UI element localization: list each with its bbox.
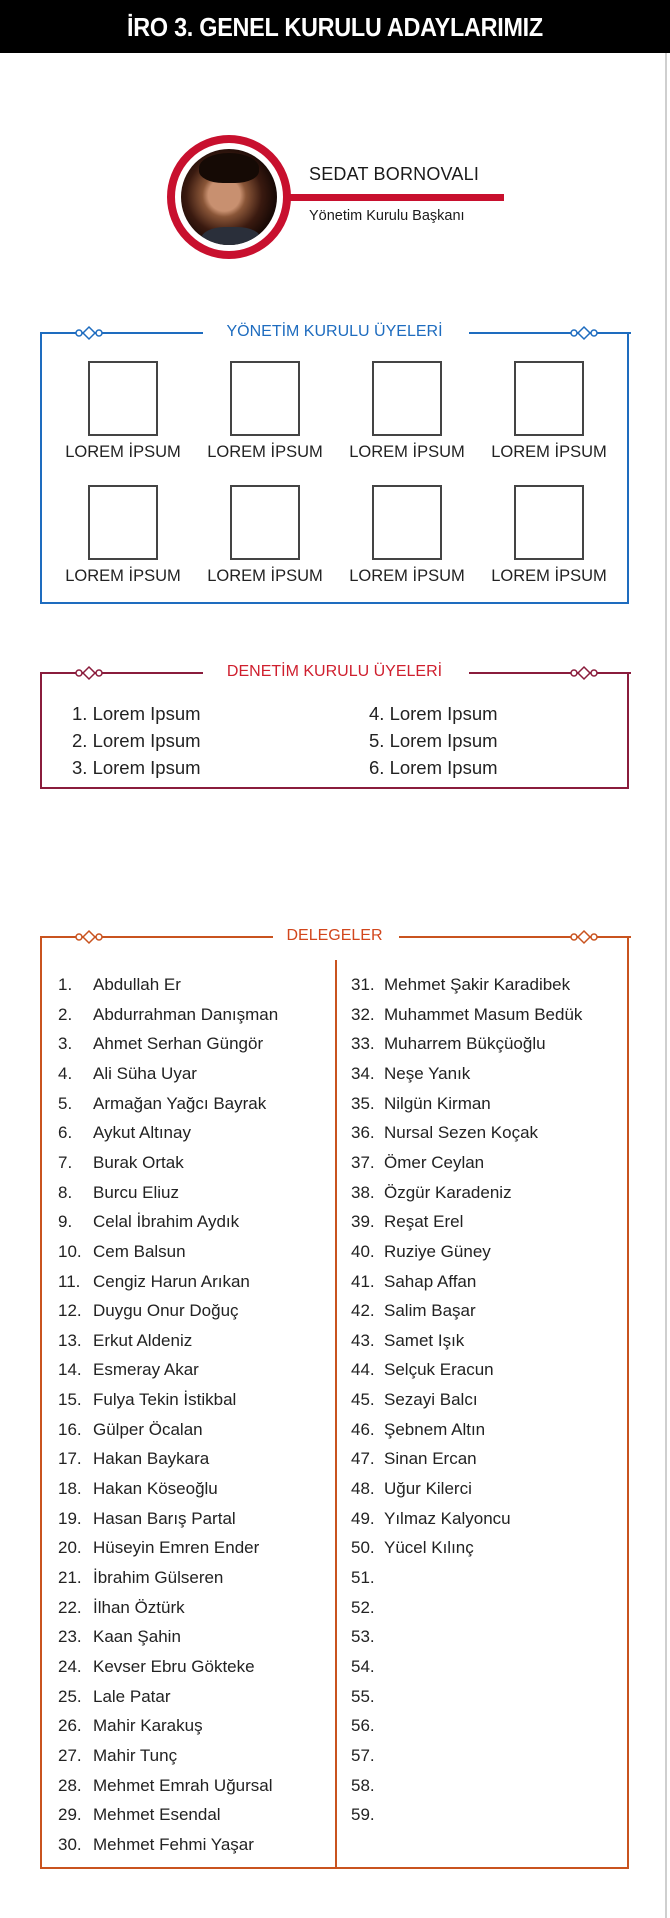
- member-name: LOREM İPSUM: [349, 567, 465, 585]
- delegate-name: Mahir Karakuş: [93, 1716, 203, 1736]
- delegate-name: Ahmet Serhan Güngör: [93, 1034, 264, 1054]
- delegate-name: Muharrem Bükçüoğlu: [384, 1034, 546, 1054]
- delegate-name: Cengiz Harun Arıkan: [93, 1271, 250, 1291]
- delegate-name: Özgür Karadeniz: [384, 1182, 512, 1202]
- member-name: LOREM İPSUM: [65, 567, 181, 585]
- delegate-number: 23.: [58, 1627, 82, 1647]
- member-name: LOREM İPSUM: [349, 443, 465, 461]
- delegate-name: Uğur Kilerci: [384, 1479, 472, 1499]
- delegate-number: 11.: [58, 1271, 81, 1291]
- delegate-number: 48.: [351, 1479, 375, 1499]
- delegate-number: 20.: [58, 1538, 82, 1558]
- audit-member: 5. Lorem Ipsum: [369, 730, 498, 751]
- delegate-name: Abdullah Er: [93, 975, 181, 994]
- audit-member: 3. Lorem Ipsum: [72, 757, 201, 778]
- page-title: İRO 3. GENEL KURULU ADAYLARIMIZ: [127, 12, 543, 42]
- member-photo-placeholder: [372, 361, 442, 436]
- delegate-name: Sinan Ercan: [384, 1449, 477, 1469]
- delegate-name: Hakan Köseoğlu: [93, 1479, 218, 1499]
- delegate-name: Nursal Sezen Koçak: [384, 1123, 539, 1143]
- member-photo-placeholder: [514, 361, 584, 436]
- delegate-number: 30.: [58, 1834, 82, 1854]
- delegate-name: Salim Başar: [384, 1301, 476, 1321]
- delegate-number: 21.: [58, 1568, 82, 1587]
- audit-members-section: [40, 663, 629, 789]
- delegate-number: 3.: [58, 1034, 73, 1054]
- delegate-number: 43.: [351, 1330, 375, 1350]
- delegate-name: Burak Ortak: [93, 1152, 184, 1172]
- delegate-name: Selçuk Eracun: [384, 1360, 494, 1380]
- delegate-number: 2.: [58, 1004, 73, 1024]
- delegate-number: 55.: [351, 1686, 375, 1706]
- member-photo-placeholder: [88, 361, 158, 436]
- delegate-number: 54.: [351, 1656, 375, 1676]
- delegate-name: Hüseyin Emren Ender: [93, 1538, 260, 1558]
- delegate-name: Burcu Eliuz: [93, 1182, 179, 1202]
- delegate-name: Mehmet Emrah Uğursal: [93, 1775, 273, 1795]
- audit-member: 2. Lorem Ipsum: [72, 730, 201, 751]
- delegate-number: 50.: [351, 1538, 375, 1558]
- delegate-name: Mehmet Esendal: [93, 1805, 221, 1825]
- delegate-name: Muhammet Masum Bedük: [384, 1004, 583, 1024]
- delegate-name: Reşat Erel: [384, 1212, 464, 1232]
- member-photo-placeholder: [372, 485, 442, 560]
- member-name: LOREM İPSUM: [491, 443, 607, 461]
- delegate-number: 26.: [58, 1716, 82, 1736]
- delegate-name: Lale Patar: [93, 1686, 171, 1706]
- delegate-number: 15.: [58, 1390, 82, 1410]
- delegate-name: Esmeray Akar: [93, 1360, 199, 1380]
- delegate-number: 13.: [58, 1330, 82, 1350]
- delegate-number: 56.: [351, 1716, 375, 1736]
- delegate-name: Duygu Onur Doğuç: [93, 1301, 239, 1321]
- member-name: LOREM İPSUM: [65, 443, 181, 461]
- delegate-name: Yılmaz Kalyoncu: [384, 1508, 511, 1528]
- delegate-number: 16.: [58, 1419, 82, 1439]
- delegate-number: 39.: [351, 1212, 375, 1232]
- delegate-name: Gülper Öcalan: [93, 1419, 203, 1439]
- delegate-name: Nilgün Kirman: [384, 1093, 491, 1113]
- member-name: LOREM İPSUM: [207, 443, 323, 461]
- member-photo-placeholder: [88, 485, 158, 560]
- delegate-number: 42.: [351, 1301, 375, 1321]
- delegate-number: 12.: [58, 1301, 82, 1321]
- delegate-name: Armağan Yağcı Bayrak: [93, 1093, 267, 1113]
- president-name: SEDAT BORNOVALI: [309, 164, 480, 184]
- delegate-name: Cem Balsun: [93, 1241, 186, 1261]
- delegate-name: Kevser Ebru Gökteke: [93, 1656, 255, 1676]
- delegate-number: 7.: [58, 1152, 73, 1172]
- delegate-name: Celal İbrahim Aydık: [93, 1212, 240, 1232]
- delegate-name: Mehmet Fehmi Yaşar: [93, 1834, 254, 1854]
- delegate-name: Neşe Yanık: [384, 1063, 471, 1083]
- delegate-name: Sahap Affan: [384, 1271, 477, 1291]
- delegate-number: 47.: [351, 1449, 375, 1469]
- delegate-number: 53.: [351, 1627, 375, 1647]
- delegate-number: 1.: [58, 975, 73, 994]
- delegate-name: İbrahim Gülseren: [93, 1568, 224, 1587]
- delegate-number: 59.: [351, 1805, 375, 1825]
- delegate-name: Hakan Baykara: [93, 1449, 210, 1469]
- delegates-section-title: DELEGELER: [286, 927, 383, 944]
- delegate-number: 46.: [351, 1419, 375, 1439]
- delegate-name: Ruziye Güney: [384, 1241, 491, 1261]
- delegate-number: 22.: [58, 1597, 82, 1617]
- delegate-number: 14.: [58, 1360, 82, 1380]
- delegate-number: 37.: [351, 1152, 375, 1172]
- delegate-number: 33.: [351, 1034, 375, 1054]
- delegate-name: Aykut Altınay: [93, 1123, 191, 1143]
- delegate-name: Mehmet Şakir Karadibek: [384, 975, 571, 994]
- delegate-number: 51.: [351, 1568, 375, 1587]
- delegate-number: 45.: [351, 1390, 375, 1410]
- delegate-number: 34.: [351, 1063, 375, 1083]
- president-role: Yönetim Kurulu Başkanı: [309, 208, 465, 224]
- delegate-number: 27.: [58, 1745, 82, 1765]
- delegate-number: 31.: [351, 975, 375, 994]
- delegate-number: 24.: [58, 1656, 82, 1676]
- board-members-section: [40, 323, 629, 604]
- delegate-number: 5.: [58, 1093, 73, 1113]
- delegate-name: İlhan Öztürk: [93, 1597, 185, 1617]
- delegate-number: 38.: [351, 1182, 375, 1202]
- delegate-number: 4.: [58, 1063, 73, 1083]
- delegate-name: Kaan Şahin: [93, 1627, 181, 1647]
- delegate-name: Yücel Kılınç: [384, 1538, 474, 1558]
- delegate-number: 58.: [351, 1775, 375, 1795]
- delegate-number: 19.: [58, 1508, 82, 1528]
- member-photo-placeholder: [230, 485, 300, 560]
- delegate-name: Samet Işık: [384, 1330, 465, 1350]
- audit-member: 6. Lorem Ipsum: [369, 757, 498, 778]
- delegate-number: 8.: [58, 1182, 73, 1202]
- column-divider: [335, 960, 337, 1869]
- delegate-name: Sezayi Balcı: [384, 1390, 478, 1410]
- audit-member: 4. Lorem Ipsum: [369, 703, 498, 724]
- delegate-name: Ömer Ceylan: [384, 1152, 485, 1172]
- delegate-number: 28.: [58, 1775, 82, 1795]
- delegate-number: 9.: [58, 1212, 73, 1232]
- delegate-number: 52.: [351, 1597, 375, 1617]
- delegate-number: 6.: [58, 1123, 73, 1143]
- delegate-name: Erkut Aldeniz: [93, 1330, 193, 1350]
- president-accent-bar: [288, 194, 504, 201]
- delegate-number: 40.: [351, 1241, 375, 1261]
- delegate-number: 10.: [58, 1241, 82, 1261]
- delegate-name: Mahir Tunç: [93, 1745, 178, 1765]
- member-name: LOREM İPSUM: [491, 567, 607, 585]
- president-photo: [181, 149, 277, 245]
- delegate-number: 36.: [351, 1123, 375, 1143]
- president-avatar: [167, 135, 291, 259]
- delegate-number: 18.: [58, 1479, 82, 1499]
- member-name: LOREM İPSUM: [207, 567, 323, 585]
- delegate-name: Fulya Tekin İstikbal: [93, 1390, 237, 1410]
- delegate-name: Abdurrahman Danışman: [93, 1004, 279, 1024]
- member-photo-placeholder: [514, 485, 584, 560]
- delegate-number: 17.: [58, 1449, 82, 1469]
- page-edge-divider: [665, 53, 667, 1918]
- member-photo-placeholder: [230, 361, 300, 436]
- delegate-name: Ali Süha Uyar: [93, 1063, 197, 1083]
- delegate-number: 49.: [351, 1508, 375, 1528]
- delegate-number: 57.: [351, 1745, 375, 1765]
- delegate-number: 29.: [58, 1805, 82, 1825]
- delegate-name: Hasan Barış Partal: [93, 1508, 236, 1528]
- audit-member: 1. Lorem Ipsum: [72, 703, 201, 724]
- board-section-title: YÖNETİM KURULU ÜYELERİ: [226, 323, 443, 340]
- delegate-number: 25.: [58, 1686, 82, 1706]
- delegate-number: 35.: [351, 1093, 375, 1113]
- delegate-number: 32.: [351, 1004, 375, 1024]
- delegate-number: 41.: [351, 1271, 375, 1291]
- delegate-name: Şebnem Altın: [384, 1419, 486, 1439]
- audit-section-title: DENETİM KURULU ÜYELERİ: [226, 663, 443, 680]
- delegates-section: [40, 927, 629, 1869]
- delegate-number: 44.: [351, 1360, 375, 1380]
